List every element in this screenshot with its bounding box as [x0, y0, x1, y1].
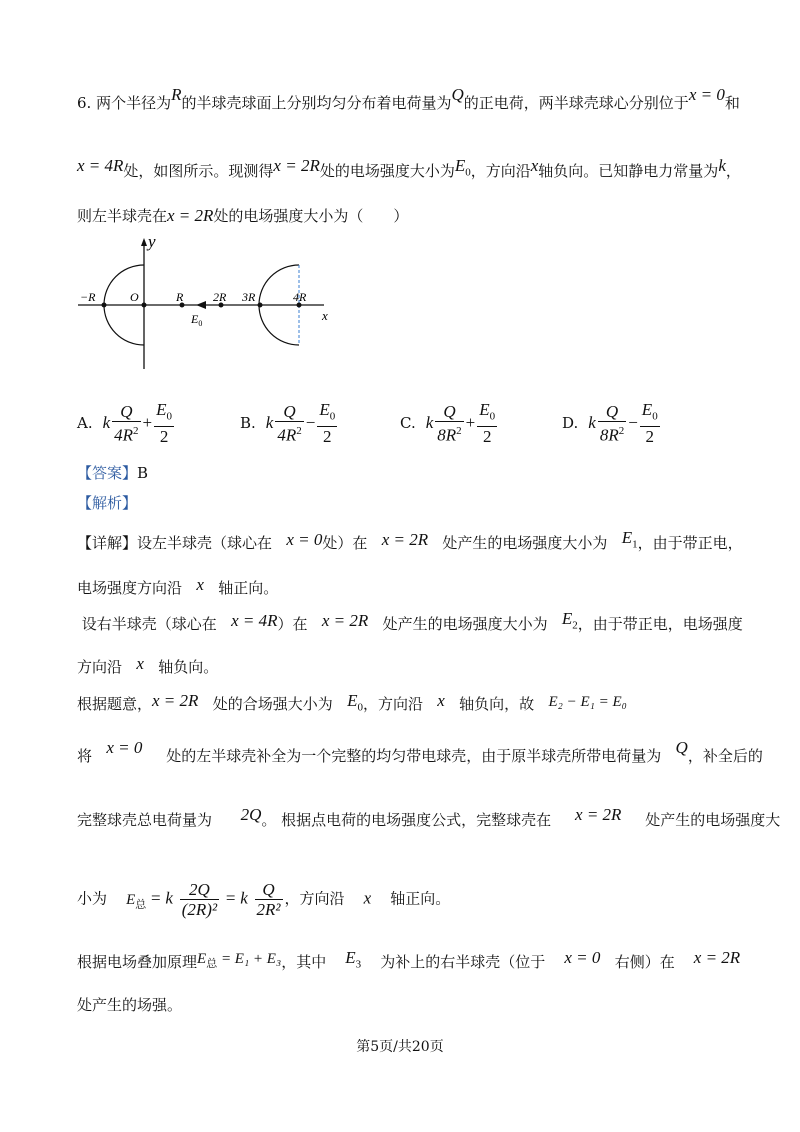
question-line-3: 则左半球壳在x = 2R处的电场强度大小为（ ） [77, 206, 409, 225]
page-footer: 第5页/共20页 [356, 1039, 444, 1055]
point-3R [258, 303, 263, 308]
option-a[interactable]: A. k $\frac{Q}{4R^2}$ + $\frac{E_0}{2}$ [77, 400, 173, 447]
detail-line-3: 设右半球壳（球心在 x = 4R）在 x = 2R 处产生的电场强度大小为 $E_2$，由于带正电，电场强度 [81, 609, 743, 633]
question-number: 6. [77, 94, 92, 112]
point-minus-R [102, 303, 107, 308]
tick-R: R [176, 290, 184, 304]
detail-line-6: 将 x = 0 处的左半球壳补全为一个完整的均匀带电球壳，由于原半球壳所带电荷量为 Q，补全后的 [77, 738, 763, 765]
hemisphere-figure [74, 235, 344, 375]
analysis-line [77, 492, 740, 514]
question-line-1: 6. 两个半径为R的半球壳球面上分别均匀分布着电荷量为Q的正电荷，两半球壳球心分别位于x = 0和 [77, 85, 740, 112]
detail-tag: 【详解】 [77, 534, 138, 552]
tick-2R: 2R [213, 290, 227, 304]
analysis-tag: 【解析】 [77, 494, 138, 512]
x-axis-label: x [322, 308, 328, 323]
detail-line-4: 方向沿 x 轴负向。 [77, 654, 219, 676]
answer-line [77, 462, 740, 484]
detail-line-9: 根据电场叠加原理$E_总 = E_1 + E_3$，其中 $E_3$ 为补上的右半球壳（位于 x = 0 右侧）在 x = 2R [77, 948, 741, 971]
option-b[interactable]: B. k $\frac{Q}{4R^2}$ − $\frac{E_0}{2}$ [240, 400, 336, 447]
detail-line-7: 完整球壳总电荷量为 2Q。 根据点电荷的电场强度公式，完整球壳在 x = 2R 处产生的电场强度大 [77, 805, 781, 829]
tick-O: O [130, 290, 139, 304]
y-axis-label: y [148, 235, 156, 251]
field-arrow [196, 301, 206, 309]
field-label: $E_0$ [191, 312, 203, 328]
detail-line-1: 【详解】设左半球壳（球心在 x = 0处）在 x = 2R 处产生的电场强度大小为 $E_1$，由于带正电， [77, 528, 743, 552]
option-d[interactable]: D. k $\frac{Q}{8R^2}$ − $\frac{E_0}{2}$ [562, 400, 658, 447]
answer-tag: 【答案】 [77, 464, 138, 482]
tick-4R: 4R [293, 290, 307, 304]
answer-value: B [137, 464, 149, 482]
point-origin [142, 303, 147, 308]
detail-line-5: 根据题意，x = 2R 处的合场强大小为 $E_0$，方向沿 x 轴负向，故 E₂ − E₁ = E₀ [77, 691, 627, 714]
detail-line-8: 小为 $E_总 = k$ $\frac{2Q}{\text{(2R)²}}$ = k $\frac{Q}{\text{2R²}}$ ，方向沿 x 轴正向。 [77, 880, 451, 919]
question-line-2: x = 4R处，如图所示。现测得x = 2R处的电场强度大小为$E_0$，方向沿x轴负向。已知静电力常量为k， [77, 156, 741, 180]
detail-line-10: 处产生的场强。 [77, 996, 183, 1014]
tick-minus-R: −R [80, 290, 96, 304]
option-c[interactable]: C. k $\frac{Q}{8R^2}$ + $\frac{E_0}{2}$ [400, 400, 496, 447]
detail-line-2: 电场强度方向沿 x 轴正向。 [77, 575, 279, 597]
tick-3R: 3R [242, 290, 256, 304]
